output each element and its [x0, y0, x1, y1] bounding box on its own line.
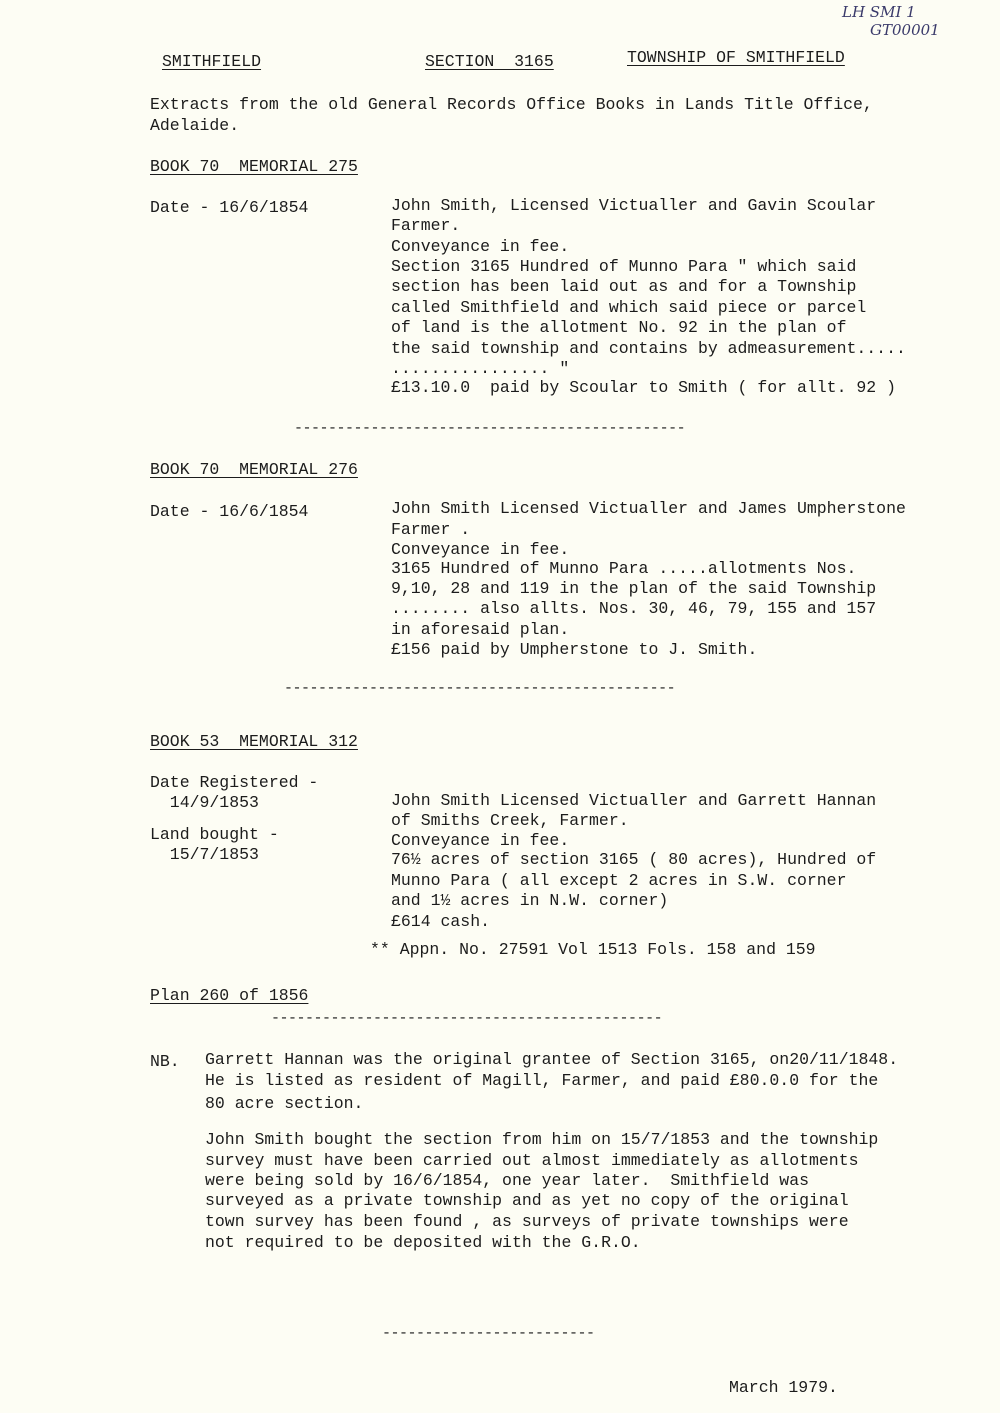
entry-2-heading: BOOK 70 MEMORIAL 276 [150, 460, 358, 479]
entry-1-heading: BOOK 70 MEMORIAL 275 [150, 157, 358, 176]
intro-line-1: Extracts from the old General Records Office Books in Lands Title Office, [150, 95, 873, 114]
nb-label: NB. [150, 1052, 180, 1071]
entry-2-line: Conveyance in fee. [391, 540, 570, 559]
entry-1-line: the said township and contains by admeasurement..... [391, 339, 906, 358]
nb-line: were being sold by 16/6/1854, one year later. Smithfield was [205, 1171, 809, 1190]
separator-2: ---------------------------------------------- [284, 680, 676, 697]
handwritten-ref-1: LH SMI 1 [842, 3, 916, 21]
entry-1-line: ................ " [391, 359, 570, 378]
entry-2-line: ........ also allts. Nos. 30, 46, 79, 155 and 157 [391, 599, 877, 618]
entry-1-date: Date - 16/6/1854 [150, 198, 309, 217]
entry-1-line: Section 3165 Hundred of Munno Para " which said [391, 257, 857, 276]
entry-3-date-line: Land bought - [150, 825, 279, 844]
entry-2-date: Date - 16/6/1854 [150, 502, 309, 521]
entry-3-line: 76½ acres of section 3165 ( 80 acres), Hundred of [391, 850, 877, 869]
entry-2-line: Farmer . [391, 520, 471, 539]
nb-line: He is listed as resident of Magill, Farmer, and paid £80.0.0 for the [205, 1071, 879, 1090]
intro-line-2: Adelaide. [150, 116, 240, 135]
entry-1-line: of land is the allotment No. 92 in the plan of [391, 318, 847, 337]
nb-line: John Smith bought the section from him on 15/7/1853 and the township [205, 1130, 879, 1149]
entry-1-line: section has been laid out as and for a Township [391, 277, 857, 296]
entry-3-date-line: 14/9/1853 [150, 793, 259, 812]
header-center: SECTION 3165 [425, 52, 554, 71]
entry-3-appn: ** Appn. No. 27591 Vol 1513 Fols. 158 and 159 [370, 940, 816, 959]
entry-3-heading: BOOK 53 MEMORIAL 312 [150, 732, 358, 751]
entry-3-line: and 1½ acres in N.W. corner) [391, 891, 669, 910]
header-right: TOWNSHIP OF SMITHFIELD [627, 48, 845, 67]
entry-1-line: John Smith, Licensed Victualler and Gavin Scoular [391, 196, 877, 215]
separator-1: ---------------------------------------------- [294, 420, 686, 437]
entry-3-line: John Smith Licensed Victualler and Garrett Hannan [391, 791, 877, 810]
nb-line: 80 acre section. [205, 1094, 364, 1113]
nb-line: surveyed as a private township and as yet no copy of the original [205, 1191, 849, 1210]
entry-1-line: called Smithfield and which said piece or parcel [391, 298, 867, 317]
entry-3-line: £614 cash. [391, 912, 491, 931]
entry-2-line: 3165 Hundred of Munno Para .....allotments Nos. [391, 559, 857, 578]
entry-3-line: of Smiths Creek, Farmer. [391, 811, 629, 830]
header-left: SMITHFIELD [162, 52, 262, 71]
nb-line: not required to be deposited with the G.R.O. [205, 1233, 641, 1252]
entry-3-line: Conveyance in fee. [391, 831, 570, 850]
plan-reference: Plan 260 of 1856 [150, 986, 309, 1005]
nb-line: town survey has been found , as surveys of private townships were [205, 1212, 849, 1231]
entry-3-line: Munno Para ( all except 2 acres in S.W. corner [391, 871, 847, 890]
entry-3-date-line: 15/7/1853 [150, 845, 259, 864]
entry-2-line: 9,10, 28 and 119 in the plan of the said Township [391, 579, 877, 598]
footer-date: March 1979. [729, 1378, 838, 1397]
handwritten-ref-2: GT00001 [870, 21, 940, 39]
entry-3-date-line: Date Registered - [150, 773, 319, 792]
end-separator: ------------------------- [382, 1325, 595, 1342]
separator-3: ---------------------------------------------- [271, 1010, 663, 1027]
nb-line: Garrett Hannan was the original grantee of Section 3165, on20/11/1848. [205, 1050, 899, 1069]
entry-2-line: John Smith Licensed Victualler and James Umpherstone [391, 499, 906, 518]
entry-1-line: Conveyance in fee. [391, 237, 570, 256]
nb-line: survey must have been carried out almost immediately as allotments [205, 1151, 859, 1170]
entry-1-line: Farmer. [391, 216, 461, 235]
entry-2-line: £156 paid by Umpherstone to J. Smith. [391, 640, 758, 659]
entry-2-line: in aforesaid plan. [391, 620, 570, 639]
entry-1-line: £13.10.0 paid by Scoular to Smith ( for allt. 92 ) [391, 378, 896, 397]
